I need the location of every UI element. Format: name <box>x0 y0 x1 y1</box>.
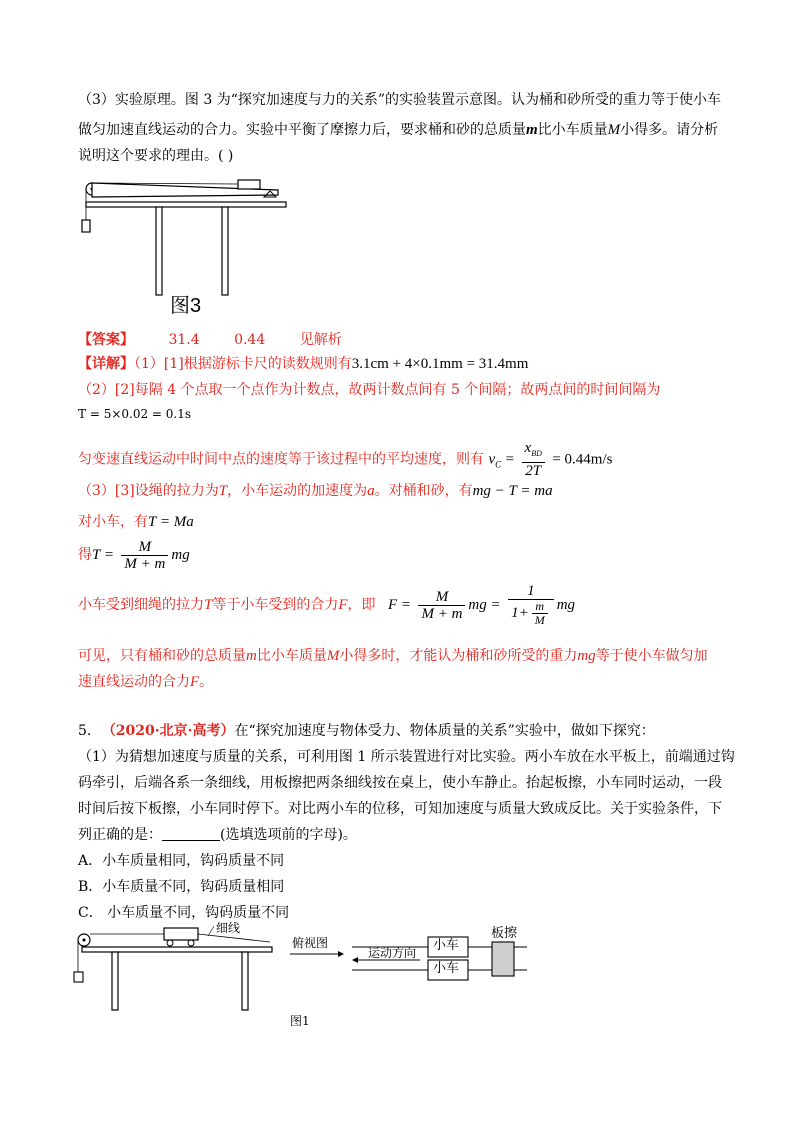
detail-p7-den1: M + m <box>421 605 463 622</box>
answer-value-1: 31.4 <box>168 332 200 348</box>
detail-p7-c: ，即 <box>347 597 376 613</box>
detail-p5-formula: T = Ma <box>148 514 194 530</box>
detail-p6-rhs: mg <box>171 547 190 563</box>
q5-intro: 在“探究加速度与物体受力、物体质量的关系”实验中，做如下探究： <box>234 723 655 739</box>
detail-p6-den: M + m <box>124 555 166 572</box>
detail-p7-fraction-2 <box>508 583 554 627</box>
detail-p6 <box>78 538 190 572</box>
fig3-caption: 图3 <box>170 295 202 317</box>
detail-p5 <box>78 512 194 532</box>
q5-header <box>78 721 655 741</box>
detail-p8-c: 小得多时，才能认为桶和砂所受的重力 <box>339 648 578 664</box>
answer-value-3: 见解析 <box>299 332 342 348</box>
detail-p3-lhs: v <box>488 451 496 468</box>
detail-p4-T: T <box>218 483 228 499</box>
q3-var-M: M <box>607 122 621 138</box>
detail-p7-fraction-1 <box>418 589 465 622</box>
detail-p8-mg: mg <box>577 648 596 664</box>
detail-p8-m: m <box>246 648 257 664</box>
cart <box>238 180 260 189</box>
answer-label: 【答案】 <box>78 332 134 348</box>
detail-p3-num-sub: BD <box>531 449 542 458</box>
q5-option-a[interactable]: A．小车质量相同，钩码质量不同 <box>78 853 285 869</box>
detail-label: 【详解】 <box>78 356 134 372</box>
detail-p7-b: 等于小车受到的合力 <box>212 597 339 613</box>
q5-l2: 码牵引，后端各系一条细线，用板擦把两条细线按在桌上，使小车静止。抬起板擦，小车同时运动，一段 <box>78 775 722 791</box>
detail-p3-text: 匀变速直线运动中时间中点的速度等于该过程中的平均速度，则有 <box>78 451 484 468</box>
detail-p8 <box>78 646 708 666</box>
table-leg-left <box>156 207 162 295</box>
q5-option-b[interactable]: B．小车质量不同，钩码质量相同 <box>78 879 285 895</box>
q5-l4 <box>78 825 357 845</box>
q3-line2-c: 小得多。请分析 <box>620 122 719 138</box>
detail-p8-M: M <box>326 648 340 664</box>
fig1-string-label: 细线 <box>216 921 241 935</box>
detail-p7-num2: 1 <box>508 583 554 600</box>
answer-line <box>78 330 342 350</box>
eraser <box>492 942 514 976</box>
detail-p6-fraction <box>121 539 168 572</box>
detail-p7-lhs: F = <box>387 597 412 613</box>
detail-p9-b: 。 <box>199 674 214 690</box>
detail-p3-rhs: = 0.44m/s <box>552 451 613 468</box>
table-leg-right <box>222 207 228 295</box>
detail-p1 <box>78 354 528 374</box>
table-leg-right <box>242 952 248 1010</box>
hook-weight <box>74 972 83 982</box>
q3-var-m: m <box>526 122 538 138</box>
detail-p3-den: 2T <box>525 463 542 479</box>
detail-p3: 匀变速直线运动中时间中点的速度等于该过程中的平均速度，则有 $v_C$ = $\frac{x_{BD}}{2T}$ = 0.44m/s <box>78 440 613 479</box>
detail-p3-num: x <box>524 440 532 456</box>
answer-blank[interactable] <box>162 826 220 841</box>
detail-p9-a: 速直线运动的合力 <box>78 674 190 690</box>
q5-option-c[interactable]: C． 小车质量不同，钩码质量不同 <box>78 905 290 921</box>
detail-p3-sub: C <box>495 459 502 470</box>
q5-l3: 时间后按下板擦，小车同时停下。对比两小车的位移，可知加速度与质量大致成反比。关于实验条件，下 <box>78 801 722 817</box>
detail-p7-mid: mg = <box>468 597 501 613</box>
q3-line1: （3）实验原理。图 3 为“探究加速度与力的关系”的实验装置示意图。认为桶和砂所受的重力等于使小车 <box>78 92 722 108</box>
cart <box>164 928 198 940</box>
detail-p7-den2-a: 1+ <box>511 604 529 621</box>
detail-p8-a: 可见，只有桶和砂的总质量 <box>78 648 246 664</box>
detail-p4-formula: mg − T = ma <box>472 483 553 499</box>
q3-line2-b: 比小车质量 <box>537 122 608 138</box>
q5-l4-b: (选填选项前的字母)。 <box>220 827 357 843</box>
fig1-caption: 图1 <box>290 1014 310 1028</box>
q5-number: 5. <box>78 723 92 739</box>
detail-p4 <box>78 481 553 501</box>
detail-p3-fraction <box>522 440 545 479</box>
detail-p7-a: 小车受到细绳的拉力 <box>78 597 204 613</box>
detail-p7-den2-num: m <box>532 600 548 614</box>
detail-p4-b: ，小车运动的加速度为 <box>227 483 368 499</box>
table-leg-left <box>112 952 118 1010</box>
table-top <box>86 202 286 207</box>
answer-value-2: 0.44 <box>234 332 266 348</box>
detail-p6-num: M <box>121 539 168 556</box>
fig1-eraser-label: 板擦 <box>491 926 518 941</box>
fig1-car-2: 小车 <box>433 961 460 976</box>
q3-line2-text: 做匀加速直线运动的合力。实验中平衡了摩擦力后，要求桶和砂的总质量 <box>78 122 526 138</box>
detail-p7-F: F <box>338 597 348 613</box>
detail-p7-den2-den: M <box>534 613 545 627</box>
q3-line2 <box>78 120 718 140</box>
detail-p7 <box>78 582 575 628</box>
fig1-car-1: 小车 <box>433 938 460 953</box>
detail-p9 <box>78 672 213 692</box>
detail-p4-a: （3）[3]设绳的拉力为 <box>78 483 219 499</box>
detail-p5-text: 对小车，有 <box>78 514 148 530</box>
detail-p9-F: F <box>190 674 200 690</box>
fig1-topview-label: 俯视图 <box>292 936 329 950</box>
detail-p4-var-a: a <box>367 483 375 499</box>
table-top <box>82 947 272 952</box>
detail-p2-formula: T = 5×0.02 = 0.1s <box>78 407 192 421</box>
detail-p4-c: 。对桶和砂，有 <box>374 483 473 499</box>
detail-p6-lhs: T = <box>92 547 114 563</box>
bucket <box>82 220 90 232</box>
detail-p1-text: （1）[1]根据游标卡尺的读数规则有 <box>134 356 352 372</box>
q5-l1: （1）为猜想加速度与质量的关系，可利用图 1 所示装置进行对比实验。两小车放在水平板上，前端通过钩 <box>78 749 735 765</box>
q5-source: （2020·北京·高考） <box>101 723 235 739</box>
detail-p7-den2 <box>508 600 554 627</box>
detail-p7-T: T <box>204 597 213 613</box>
fig1-direction-label: 运动方向 <box>368 946 417 960</box>
detail-p2: （2）[2]每隔 4 个点取一个点作为计数点，故两计数点间有 5 个间隔；故两点间的时间间隔为 <box>78 382 661 398</box>
detail-p7-rhs: mg <box>556 597 576 613</box>
detail-p1-formula: 3.1cm + 4×0.1mm = 31.4mm <box>351 356 529 372</box>
q3-line3: 说明这个要求的理由。( ) <box>78 148 234 164</box>
detail-p8-b: 比小车质量 <box>256 648 327 664</box>
detail-p8-d: 等于使小车做匀加 <box>595 648 708 664</box>
q5-l4-a: 列正确的是： <box>78 827 162 843</box>
detail-p7-num1: M <box>418 589 465 606</box>
detail-p6-text: 得 <box>78 547 92 563</box>
